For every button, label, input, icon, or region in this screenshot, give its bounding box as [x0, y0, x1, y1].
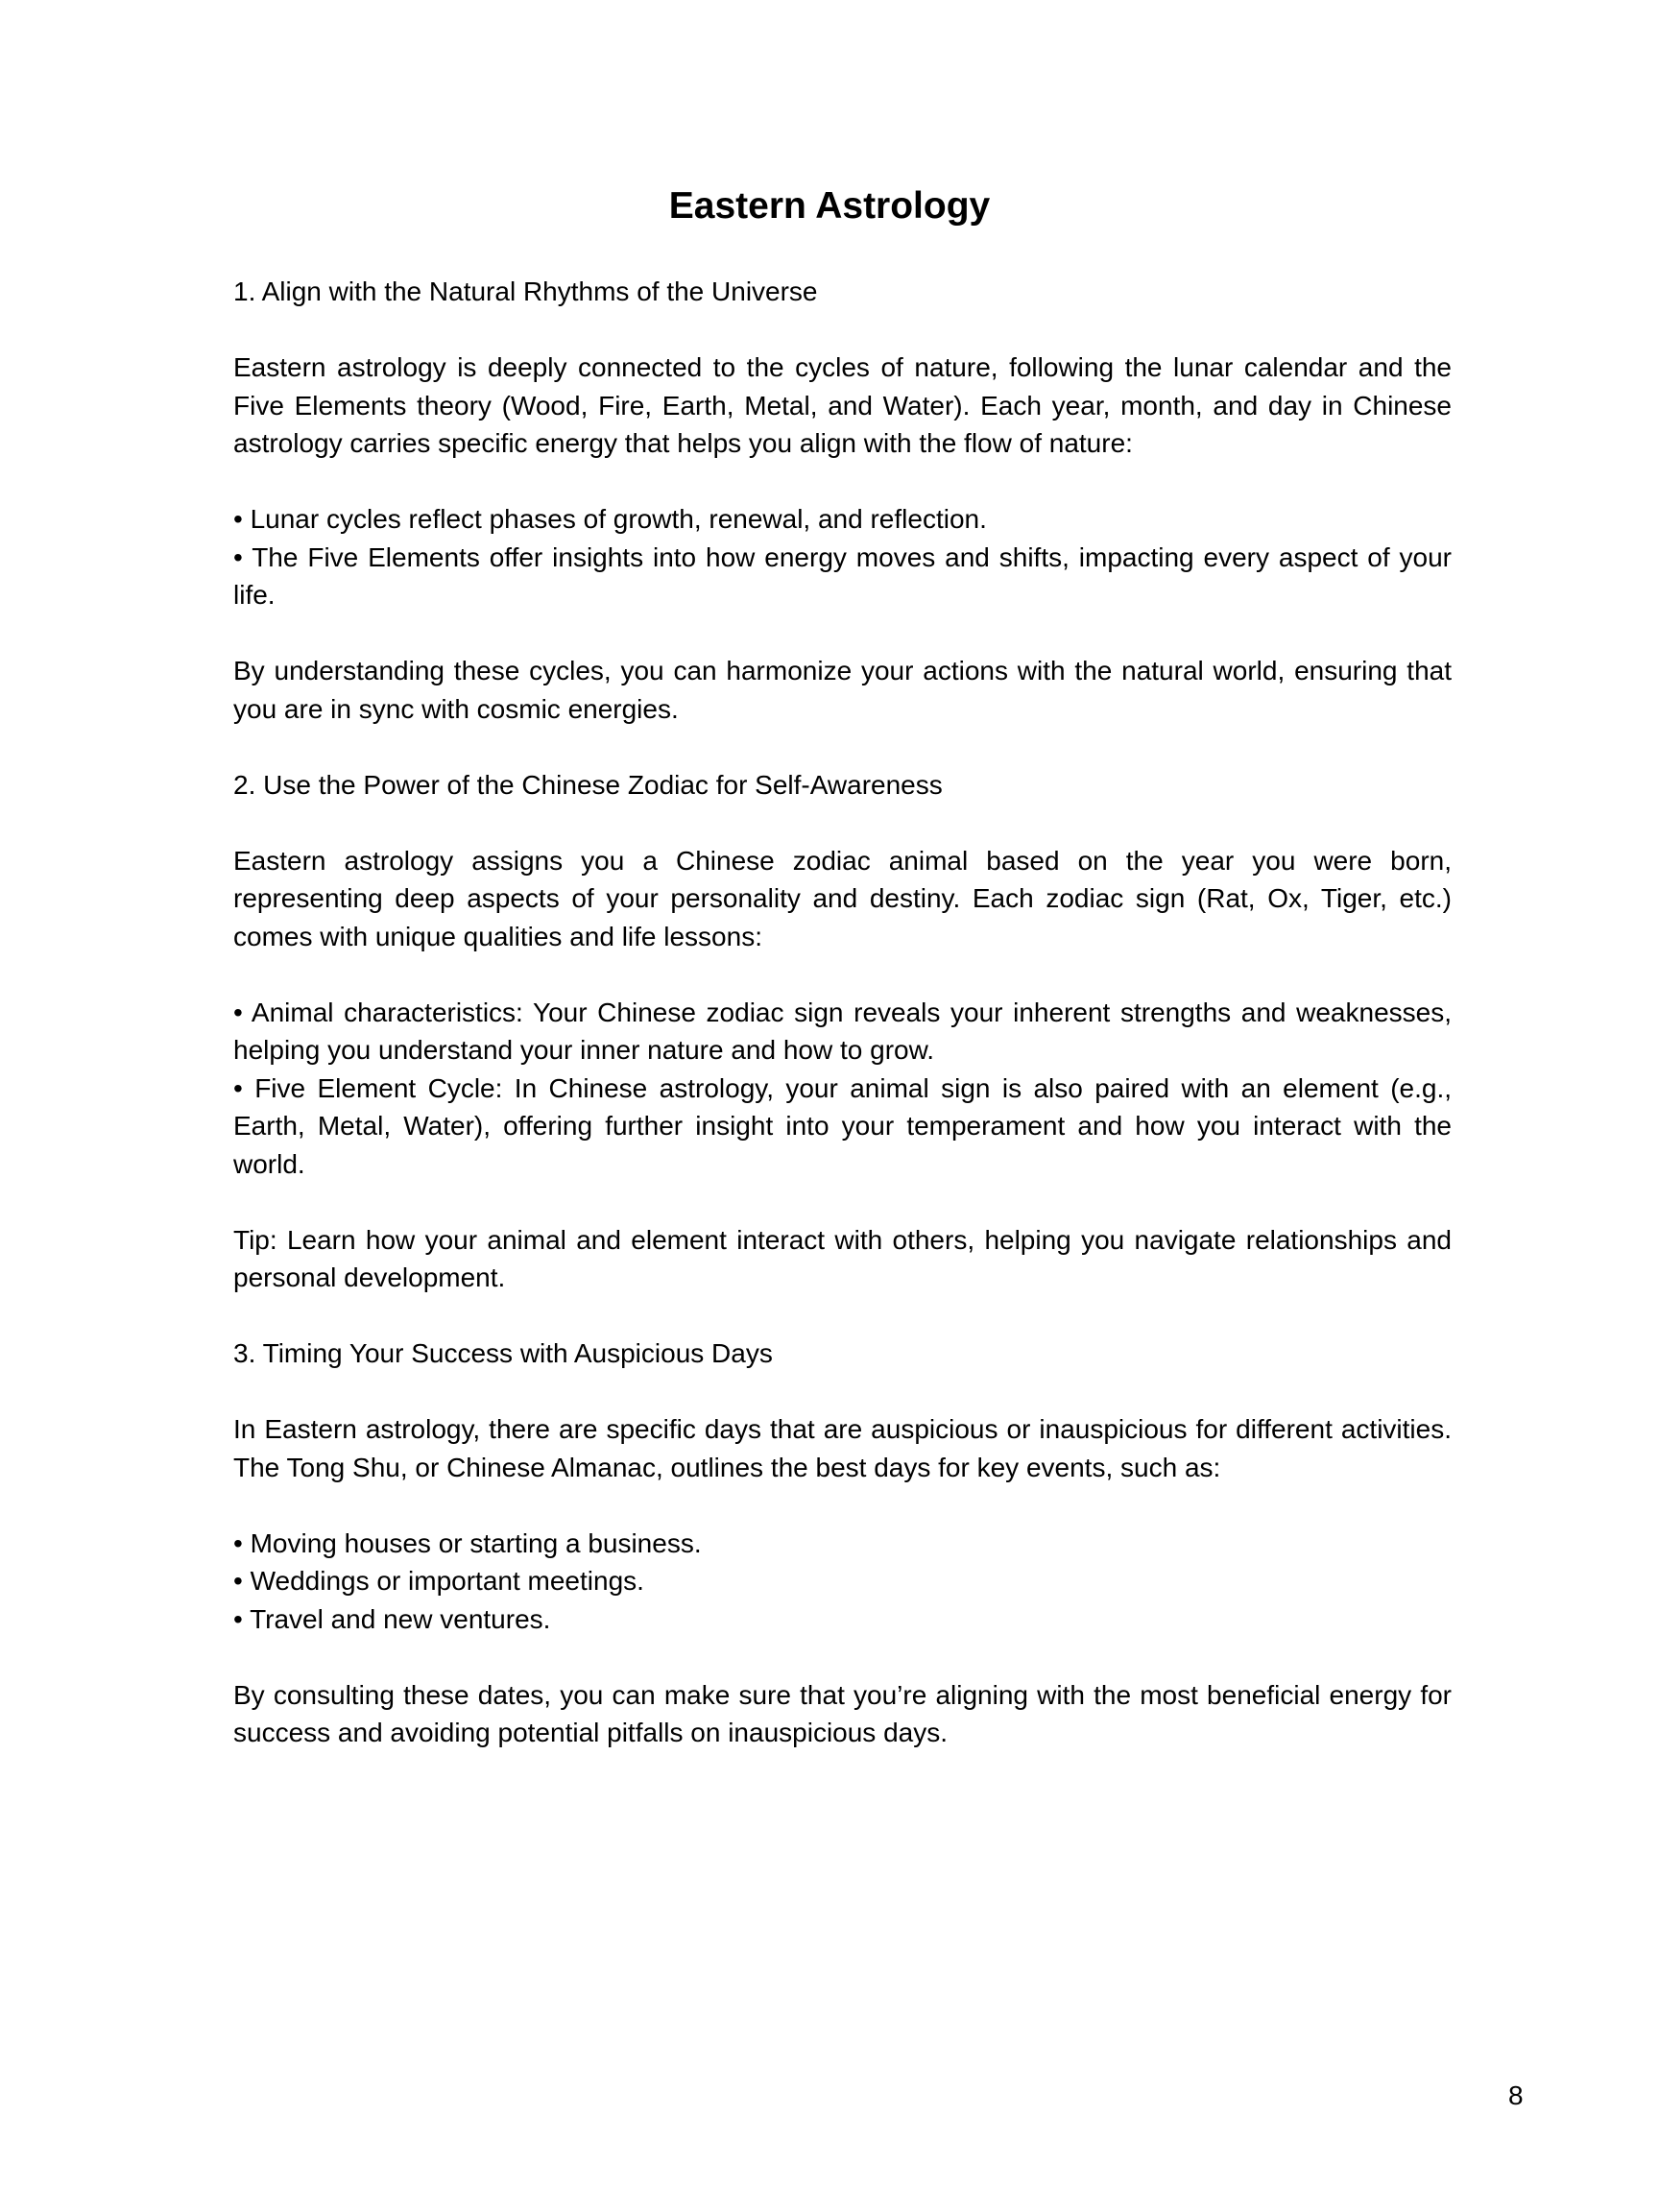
section-heading: 3. Timing Your Success with Auspicious Days	[233, 1338, 773, 1368]
bullet-item: • Moving houses or starting a business.	[233, 1527, 702, 1558]
paragraph-gap	[233, 1297, 1452, 1335]
bullet-item: • Animal characteristics: Your Chinese zodiac sign reveals your inherent strengths and weaknesses, helping you understand your inner nature and how to grow.	[233, 997, 1452, 1065]
section-closing: By understanding these cycles, you can harmonize your actions with the natural world, ensuring that you are in sync with cosmic energies.	[233, 656, 1452, 724]
paragraph-gap	[233, 1183, 1452, 1221]
paragraph-gap	[233, 463, 1452, 501]
section-intro: Eastern astrology is deeply connected to the cycles of nature, following the lunar calendar and the Five Elements theory (Wood, Fire, Earth, Metal, and Water). Each year, month, and day in Chinese astrology carries specific energy that helps you align with the flow of nature:	[233, 352, 1452, 458]
bullet-item: • Weddings or important meetings.	[233, 1566, 644, 1596]
paragraph-gap	[233, 1638, 1452, 1676]
paragraph-gap	[233, 1486, 1452, 1525]
paragraph-gap	[233, 614, 1452, 653]
page-title: Eastern Astrology	[668, 185, 991, 227]
bullet-item: • Five Element Cycle: In Chinese astrology, your animal sign is also paired with an element (e.g., Earth, Metal, Water), offering further insight into your temperament and how you interact with the world.	[233, 1072, 1452, 1179]
section-intro: Eastern astrology assigns you a Chinese zodiac animal based on the year you were born, representing deep aspects of your personality and destiny. Each zodiac sign (Rat, Ox, Tiger, etc.) comes with unique qualities and life lessons:	[233, 845, 1452, 951]
section-heading: 1. Align with the Natural Rhythms of the Universe	[233, 276, 818, 306]
section-closing: By consulting these dates, you can make sure that you’re aligning with the most beneficial energy for success and avoiding potential pitfalls on inauspicious days.	[233, 1679, 1452, 1747]
paragraph-gap	[233, 311, 1452, 349]
document-body	[233, 273, 1452, 1752]
section-intro: In Eastern astrology, there are specific days that are auspicious or inauspicious for different activities. The Tong Shu, or Chinese Almanac, outlines the best days for key events, such as:	[233, 1414, 1452, 1482]
section-heading: 2. Use the Power of the Chinese Zodiac for Self-Awareness	[233, 769, 943, 800]
page-number: 8	[1508, 2080, 1524, 2110]
paragraph-gap	[233, 728, 1452, 766]
paragraph-gap	[233, 955, 1452, 994]
bullet-item: • Travel and new ventures.	[233, 1603, 551, 1634]
section-tip: Tip: Learn how your animal and element interact with others, helping you navigate relationships and personal development.	[233, 1224, 1452, 1292]
paragraph-gap	[233, 804, 1452, 842]
bullet-item: • The Five Elements offer insights into how energy moves and shifts, impacting every aspect of your life.	[233, 541, 1452, 610]
paragraph-gap	[233, 1373, 1452, 1411]
bullet-item: • Lunar cycles reflect phases of growth, renewal, and reflection.	[233, 504, 987, 534]
